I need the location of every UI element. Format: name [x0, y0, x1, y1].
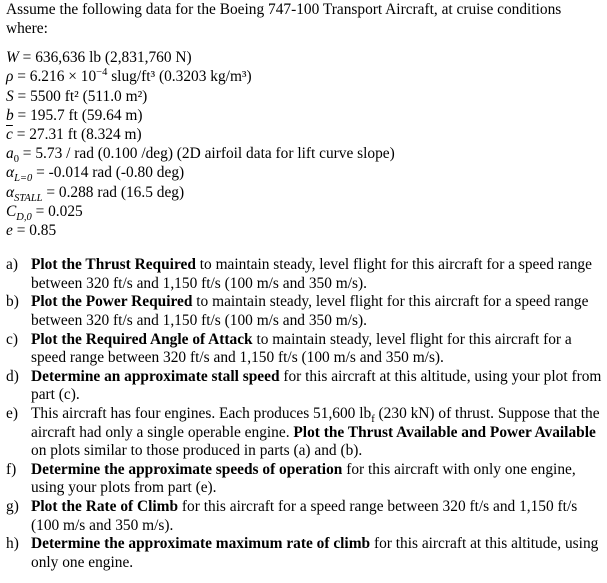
part-h: h) Determine the approximate maximum rate of climb for this aircraft at this altitude, using only one engine.: [6, 535, 599, 571]
data-wing-area: S = 5500 ft² (511.0 m²): [6, 87, 148, 105]
part-c: c) Plot the Required Angle of Attack to maintain steady, level flight for this aircraft for a speed range between 320 ft/s and 1,150 ft/s (100 m/s and 350 m/s).: [6, 330, 572, 367]
aircraft-data-list: [6, 48, 602, 240]
data-weight: W = 636,636 lb (2,831,760 N): [6, 49, 192, 67]
part-a: a) Plot the Thrust Required to maintain steady, level flight for this aircraft for a speed range between 320 ft/s and 1,150 ft/s (100 m/s and 350 m/s).: [6, 256, 592, 292]
intro-paragraph: [6, 1, 602, 38]
part-b: b) Plot the Power Required to maintain steady, level flight for this aircraft for a speed range between 320 ft/s and 1,150 ft/s (100 m/s and 350 m/s).: [6, 293, 589, 329]
intro-line-1: Assume the following data for the Boeing 747-100 Transport Aircraft, at cruise conditions: [6, 1, 562, 18]
problem-document: [6, 1, 602, 572]
part-e: e) This aircraft has four engines. Each produces 51,600 $lb_f$ (230 kN) of thrust. Suppose that the aircraft had only a single operable engine. Plot the Thrust Available and Power Available on plots similar to those produced in parts (a) and (b).: [6, 404, 600, 460]
data-alpha-stall: $\alpha_{STALL} = 0.288$ rad (16.5 deg): [6, 183, 185, 204]
data-cd0: $C_{D,0} = 0.025$: [6, 202, 83, 223]
part-g: g) Plot the Rate of Climb for this aircraft for a speed range between 320 ft/s and 1,150 ft/s (100 m/s and 350 m/s).: [6, 497, 578, 534]
data-oswald-efficiency: e = 0.85: [6, 222, 57, 240]
part-f: f) Determine the approximate speeds of operation for this aircraft with only one engine, using your plots from part (e).: [6, 460, 576, 497]
part-d: d) Determine an approximate stall speed for this aircraft at this altitude, using your plot from part (c).: [6, 367, 602, 404]
intro-line-2: where:: [6, 19, 48, 37]
question-parts-list: [6, 256, 602, 572]
data-density: $\rho = 6.216 \times 10^{-4}$ slug/ft³ (0.3203 kg/m³): [6, 67, 252, 86]
data-lift-slope: $a_0 = 5.73$ / rad (0.100 /deg) (2D airfoil data for lift curve slope): [6, 145, 395, 166]
data-wing-span: b = 195.7 ft (59.64 m): [6, 106, 143, 124]
data-mean-chord: $\overline{c} = 27.31$ ft (8.324 m): [6, 126, 142, 143]
data-alpha-zero-lift: $\alpha_{L=0} = -0.014$ rad (-0.80 deg): [6, 164, 185, 185]
